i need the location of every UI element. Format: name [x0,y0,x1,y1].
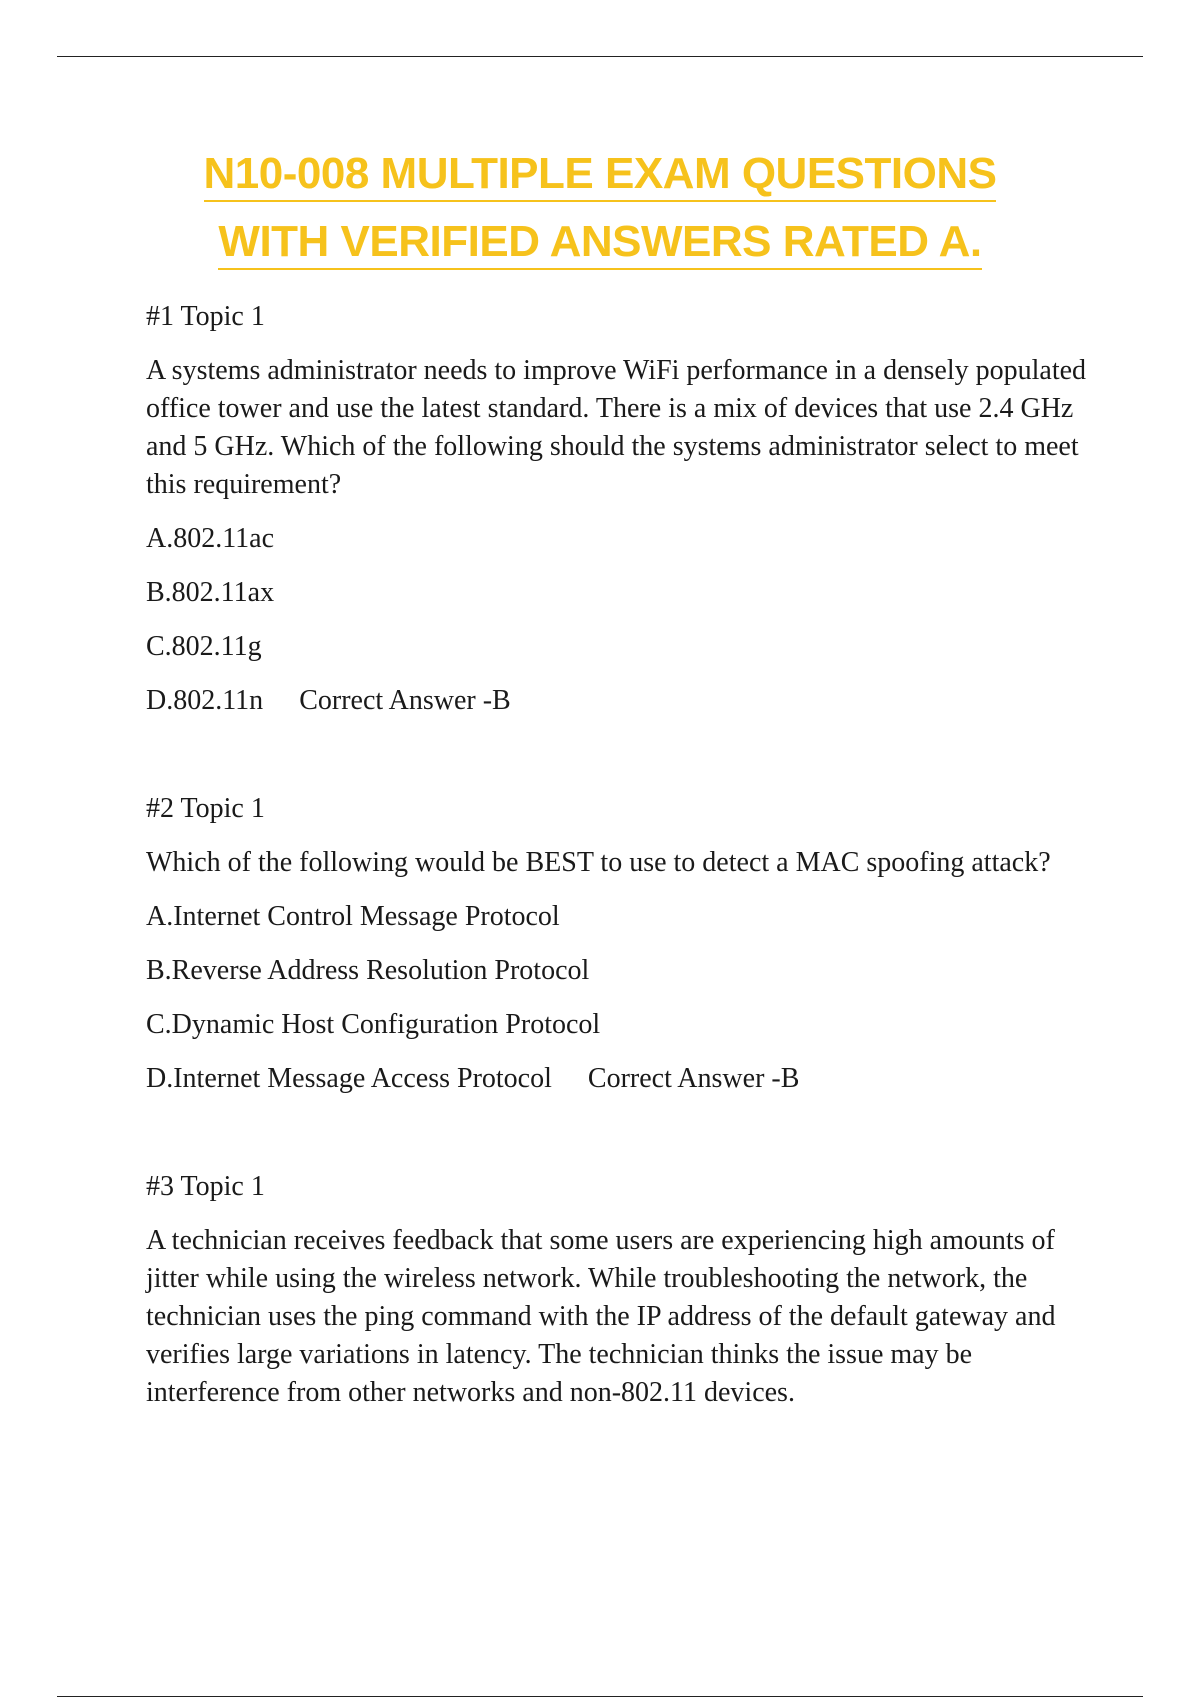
option-c: C.802.11g [146,631,262,662]
correct-answer: Correct Answer -B [587,1063,800,1094]
option-b: B.Reverse Address Resolution Protocol [146,955,590,986]
question-2 [146,790,1096,1098]
question-text: A systems administrator needs to improve WiFi performance in a densely populated office tower and use the latest standard. There is a mix of devices that use 2.4 GHz and 5 GHz. Which of the following should the systems administrator select to meet this requirement? [146,355,1087,500]
option-c: C.Dynamic Host Configuration Protocol [146,1009,601,1040]
option-d-row [146,1060,1096,1098]
question-heading: #2 Topic 1 [146,793,265,824]
bottom-rule [57,1696,1143,1697]
question-text: A technician receives feedback that some users are experiencing high amounts of jitter while using the wireless network. While troubleshooting the network, the technician uses the ping command with the IP address of the default gateway and verifies large variations in latency. The technician thinks the issue may be interference from other networks and non-802.11 devices. [146,1225,1056,1408]
top-rule [57,56,1143,57]
document-title [0,148,1200,270]
title-line-1: N10-008 MULTIPLE EXAM QUESTIONS [204,148,997,202]
question-text: Which of the following would be BEST to use to detect a MAC spoofing attack? [146,847,1051,878]
option-d: D.802.11n [146,685,264,716]
title-line-2: WITH VERIFIED ANSWERS RATED A. [218,216,981,270]
question-heading: #1 Topic 1 [146,301,265,332]
spacer [146,1114,1096,1168]
option-b: B.802.11ax [146,577,275,608]
option-a: A.802.11ac [146,523,275,554]
question-3 [146,1168,1096,1412]
spacer [146,736,1096,790]
question-list [146,298,1096,1428]
option-a: A.Internet Control Message Protocol [146,901,560,932]
question-heading: #3 Topic 1 [146,1171,265,1202]
option-d: D.Internet Message Access Protocol [146,1063,552,1094]
question-1 [146,298,1096,720]
correct-answer: Correct Answer -B [299,685,511,716]
option-d-row [146,682,1096,720]
